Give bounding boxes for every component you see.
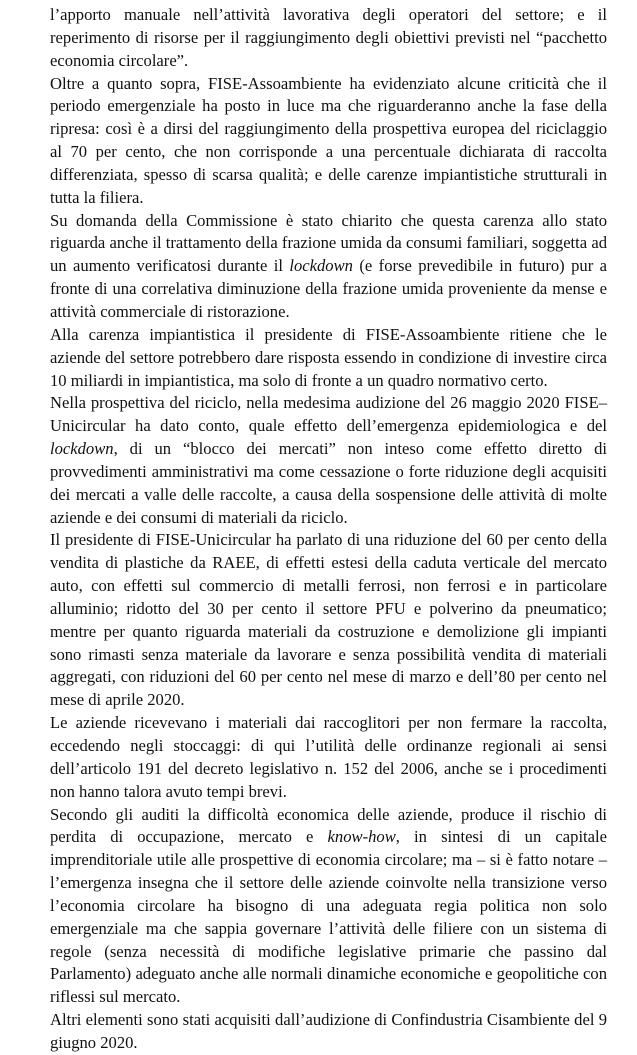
paragraph: [50, 73, 607, 210]
text-run: Oltre a quanto sopra, FISE-Assoambiente ha evidenziato alcune criticità che il periodo emergenziale ha posto in luce ma che riguarderanno anche la fase della ripresa: così è a dirsi del raggiungimento della prospettiva europea del riciclaggio al 70 per cento, che non corrisponde a una percentuale dichiarata di raccolta differenziata, spesso di scarsa qualità; e delle carenze impiantistiche strutturali in tutta la filiera.: [50, 73, 607, 207]
paragraph: [50, 712, 607, 803]
text-run: Su domanda della Commissione è stato chiarito che questa carenza allo stato riguarda anche il trattamento della frazione umida da consumi familiari, soggetta ad un aumento verificatosi durante il: [50, 210, 607, 276]
paragraph: [50, 210, 607, 324]
paragraph: [50, 392, 607, 529]
paragraph: [50, 804, 607, 1010]
text-run: Nella prospettiva del riciclo, nella medesima audizione del 26 maggio 2020 FISE–Unicircular ha dato conto, quale effetto dell’emergenza epidemiologica e del: [50, 393, 607, 436]
text-run: Altri elementi sono stati acquisiti dall’audizione di Confindustria Cisambiente del 9 giugno 2020.: [50, 1010, 607, 1052]
text-run: l’apporto manuale nell’attività lavorativa degli operatori del settore; e il reperimento di risorse per il raggiungimento degli obiettivi previsti nel “pacchetto economia circolare”.: [50, 5, 607, 70]
text-run: Il presidente di FISE-Unicircular ha parlato di una riduzione del 60 per cento della vendita di plastiche da RAEE, di effetti estesi della caduta verticale del mercato auto, con effetti sul commercio di metalli ferrosi, non ferrosi e in particolare alluminio; ridotto del 30 per cento il settore PFU e polverino da pneumatico; mentre per quanto riguarda materiali da costruzione e demolizione gli impianti sono rimasti senza materiale da lavorare e senza possibilità vendita di materiali aggregati, con riduzioni del 60 per cento nel mese di marzo e dell’80 per cento nel mese di aprile 2020.: [50, 530, 607, 710]
paragraph: [50, 324, 607, 393]
italic-term: lockdown: [50, 439, 114, 459]
paragraph: [50, 1009, 607, 1055]
paragraph: [50, 529, 607, 712]
text-run: , in sintesi di un capitale imprenditoriale utile alle prospettive di economia circolare; ma – si è fatto notare – l’emergenza insegna che il settore delle aziende coinvolte nella transizione verso l’economia circolare ha bisogno di una adeguata regia politica non solo emergenziale ma che sappia governare l’attività delle filiere con un sistema di regole (senza necessità di modifiche legislative primarie che passino dal Parlamento) adeguato anche alle normali dinamiche economiche e geopolitiche con riflessi sul mercato.: [50, 827, 608, 1007]
italic-term: know-how: [327, 827, 396, 847]
text-run: , di un “blocco dei mercati” non inteso come effetto diretto di provvedimenti amministrativi ma come cessazione o forte riduzione degli acquisiti dei mercati a valle delle raccolte, a causa della sospensione delle attività di molte aziende e dei consumi di materiali da riciclo.: [50, 439, 607, 527]
body-text: [50, 4, 607, 1055]
italic-term: lockdown: [289, 256, 353, 276]
text-run: (e forse prevedibile in futuro) pur a fronte di una correlativa diminuzione della frazione umida proveniente da mense e attività commerciale di ristorazione.: [50, 256, 607, 321]
text-run: Le aziende ricevevano i materiali dai raccoglitori per non fermare la raccolta, eccedendo negli stoccaggi: di qui l’utilità delle ordinanze regionali ai sensi dell’articolo 191 del decreto legislativo n. 152 del 2006, anche se i procedimenti non hanno talora avuto tempi brevi.: [50, 713, 607, 801]
text-run: Alla carenza impiantistica il presidente di FISE-Assoambiente ritiene che le aziende del settore potrebbero dare risposta essendo in condizione di investire circa 10 miliardi in impiantistica, ma solo di fronte a un quadro normativo certo.: [50, 324, 607, 390]
paragraph: [50, 4, 607, 73]
text-run: Secondo gli auditi la difficoltà economica delle aziende, produce il rischio di perdita di occupazione, mercato e: [50, 804, 607, 847]
